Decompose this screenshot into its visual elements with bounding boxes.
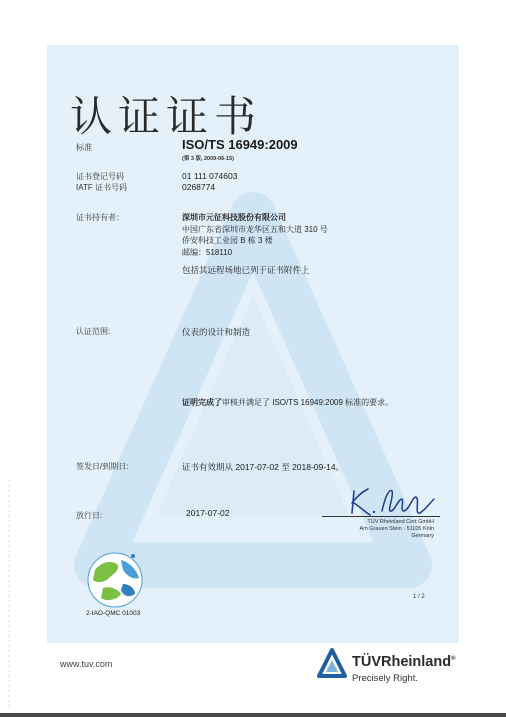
iatf-no: 0268774 xyxy=(182,182,216,192)
brand-slogan: Precisely Right. xyxy=(352,673,418,684)
standard-name: ISO/TS 16949:2009 xyxy=(182,137,298,152)
registration-no-label: 证书登记号码 xyxy=(76,172,124,181)
scan-edge-bar xyxy=(0,713,506,717)
holder-company: 深圳市元征科技股份有限公司 xyxy=(182,213,286,222)
page-number: 1 / 2 xyxy=(413,594,425,600)
holder-address xyxy=(182,212,328,258)
issuer-country: Germany xyxy=(411,533,434,539)
accreditation-code: 2-IAO-QMC 01003 xyxy=(86,610,141,617)
holder-label: 证书持有者： xyxy=(76,213,124,222)
release-date: 2017-07-02 xyxy=(186,508,230,518)
certificate-title: 认证证书 xyxy=(70,92,263,141)
issue-expiry-label: 签发日/到期日: xyxy=(76,462,129,471)
brand-text: TÜVRheinland xyxy=(352,654,452,670)
registered-mark: ® xyxy=(451,656,456,663)
compliance-statement xyxy=(182,397,393,408)
standard-edition: (第 3 版, 2009-06-15) xyxy=(182,156,234,162)
statement-rest: 审核并满足了 ISO/TS 16949:2009 标准的要求。 xyxy=(222,398,394,407)
issuer-name: TÜV Rheinland Cert GmbH xyxy=(367,519,434,525)
remote-sites-note: 包括其远程场地已列于证书附件上 xyxy=(182,265,310,275)
signature-line xyxy=(322,516,440,517)
holder-address-line2: 侨安科技工业园 B 栋 3 楼 xyxy=(182,236,273,245)
website-link[interactable]: www.tuv.com xyxy=(60,659,113,669)
release-label: 放行日: xyxy=(76,511,103,520)
signature-icon xyxy=(348,485,438,519)
standard-label: 标准 xyxy=(76,143,92,152)
side-print-strip xyxy=(4,480,14,710)
holder-postal: 邮编：518110 xyxy=(182,247,233,257)
registration-no: 01 111 074603 xyxy=(182,171,238,181)
holder-address-line1: 中国广东省深圳市龙华区五和大道 310 号 xyxy=(182,224,328,234)
tuv-triangle-logo-icon xyxy=(317,648,347,680)
scope-label: 认证范围: xyxy=(76,327,111,336)
validity-period: 证书有效期从 2017-07-02 至 2018-09-14。 xyxy=(182,462,345,472)
scope-value: 仪表的设计和制造 xyxy=(182,327,251,337)
issuer-address xyxy=(322,519,434,540)
statement-bold: 证明完成了 xyxy=(182,398,222,407)
brand-name xyxy=(352,654,456,670)
iatf-globe-icon xyxy=(83,548,147,610)
iatf-no-label: IATF 证书号码 xyxy=(76,183,127,192)
issuer-street: Am Grauen Stein · 51105 Köln xyxy=(359,526,434,532)
